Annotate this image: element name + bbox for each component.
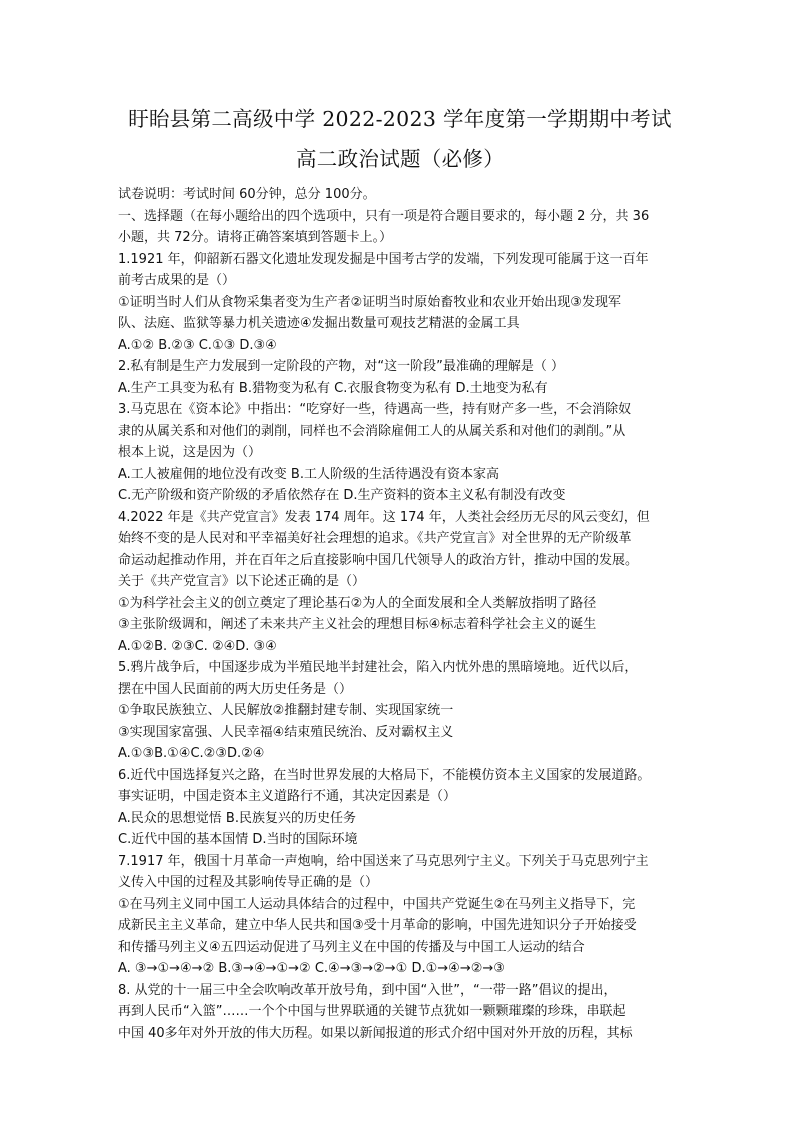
text-line: 5.鸦片战争后，中国逐步成为半殖民地半封建社会，陷入内忧外患的黑暗境地。近代以后， xyxy=(118,660,638,675)
text-line: 事实证明，中国走资本主义道路行不通，其决定因素是（） xyxy=(118,789,457,804)
text-line: 再到人民币“入篮”……一个个中国与世界联通的关键节点犹如一颗颗璀璨的珍珠，串联起 xyxy=(118,1004,626,1019)
text-line: 4.2022 年是《共产党宣言》发表 174 周年。这 174 年，人类社会经历无尽的风云变幻，但 xyxy=(118,509,650,525)
text-line: A.工人被雇佣的地位没有改变 B.工人阶级的生活待遇没有资本家高 xyxy=(118,466,499,482)
text-line: A.①②B. ②③C. ②④D. ③④ xyxy=(118,638,277,654)
text-line: 2.私有制是生产力发展到一定阶段的产物，对“这一阶段”最准确的理解是（ ） xyxy=(118,359,565,374)
text-line: 和传播马列主义④五四运动促进了马列主义在中国的传播及与中国工人运动的结合 xyxy=(118,939,585,955)
exam-subtitle: 高二政治试题（必修） xyxy=(296,147,504,171)
text-line: 小题，共 72分。请将正确答案填到答题卡上。） xyxy=(118,230,393,245)
exam-body xyxy=(118,184,682,1044)
text-line: 试卷说明：考试时间 60分钟，总分 100分。 xyxy=(118,187,376,202)
text-line: 摆在中国人民面前的两大历史任务是（） xyxy=(118,681,353,697)
text-line: 中国 40多年对外开放的伟大历程。如果以新闻报道的形式介绍中国对外开放的历程，其标 xyxy=(118,1025,633,1041)
text-line: A.①③B.①④C.②③D.②④ xyxy=(118,746,265,761)
text-line: A.①② B.②③ C.①③ D.③④ xyxy=(118,337,277,353)
text-line: 6.近代中国选择复兴之路，在当时世界发展的大格局下，不能模仿资本主义国家的发展道路。 xyxy=(118,767,651,783)
text-line: 队、法庭、监狱等暴力机关遗迹④发掘出数量可观技艺精湛的金属工具 xyxy=(118,316,520,331)
text-line: C.近代中国的基本国情 D.当时的国际环境 xyxy=(118,832,358,847)
text-line: A. ③→①→④→② B.③→④→①→② C.④→③→②→① D.①→④→②→③ xyxy=(118,961,505,976)
text-line: A.生产工具变为私有 B.猎物变为私有 C.衣服食物变为私有 D.土地变为私有 xyxy=(118,380,548,396)
text-line: 8. 从党的十一届三中全会吹响改革开放号角，到中国“入世”，“一带一路”倡议的提出， xyxy=(118,982,617,998)
text-line: ③主张阶级调和，阐述了未来共产主义社会的理想目标④标志着科学社会主义的诞生 xyxy=(118,617,597,632)
text-line: A.民众的思想觉悟 B.民族复兴的历史任务 xyxy=(118,810,356,826)
text-line: ①争取民族独立、人民解放②推翻封建专制、实现国家统一 xyxy=(118,703,454,718)
text-line: 7.1917 年，俄国十月革命一声炮响，给中国送来了马克思列宁主义。下列关于马克思列宁主 xyxy=(118,853,649,869)
text-line: 成新民主主义革命，建立中华人民共和国③受十月革命的影响，中国先进知识分子开始接受 xyxy=(118,918,637,933)
text-line: ③实现国家富强、人民幸福④结束殖民统治、反对霸权主义 xyxy=(118,724,454,740)
text-line: 一、选择题（在每小题给出的四个选项中，只有一项是符合题目要求的，每小题 2 分，共 36 xyxy=(118,208,650,224)
text-line: 隶的从属关系和对他们的剥削，同样也不会消除雇佣工人的从属关系和对他们的剥削。”从 xyxy=(118,423,626,439)
text-line: C.无产阶级和资产阶级的矛盾依然存在 D.生产资料的资本主义私有制没有改变 xyxy=(118,488,566,503)
text-line: ①为科学社会主义的创立奠定了理论基石②为人的全面发展和全人类解放指明了路径 xyxy=(118,595,597,611)
text-line: 命运动起推动作用，并在百年之后直接影响中国几代领导人的政治方针，推动中国的发展。 xyxy=(118,552,639,568)
text-line: 3.马克思在《资本论》中指出：“吃穿好一些，待遇高一些，持有财产多一些，不会消除奴 xyxy=(118,402,632,417)
text-line: 根本上说，这是因为（） xyxy=(118,445,262,460)
exam-title: 盱眙县第二高级中学 2022-2023 学年度第一学期期中考试 xyxy=(128,107,672,131)
text-line: 前考古成果的是（） xyxy=(118,273,236,288)
text-line: ①在马列主义同中国工人运动具体结合的过程中，中国共产党诞生②在马列主义指导下，完 xyxy=(118,896,636,912)
text-line: 1.1921 年，仰韶新石器文化遗址发现发掘是中国考古学的发端，下列发现可能属于这一百年 xyxy=(118,251,649,267)
text-line: ①证明当时人们从食物采集者变为生产者②证明当时原始畜牧业和农业开始出现③发现军 xyxy=(118,294,621,310)
text-line: 义传入中国的过程及其影响传导正确的是（） xyxy=(118,875,379,890)
text-line: 关于《共产党宣言》以下论述正确的是（） xyxy=(118,574,366,589)
text-line: 始终不变的是人民对和平幸福美好社会理想的追求。《共产党宣言》对全世界的无产阶级革 xyxy=(118,531,632,546)
